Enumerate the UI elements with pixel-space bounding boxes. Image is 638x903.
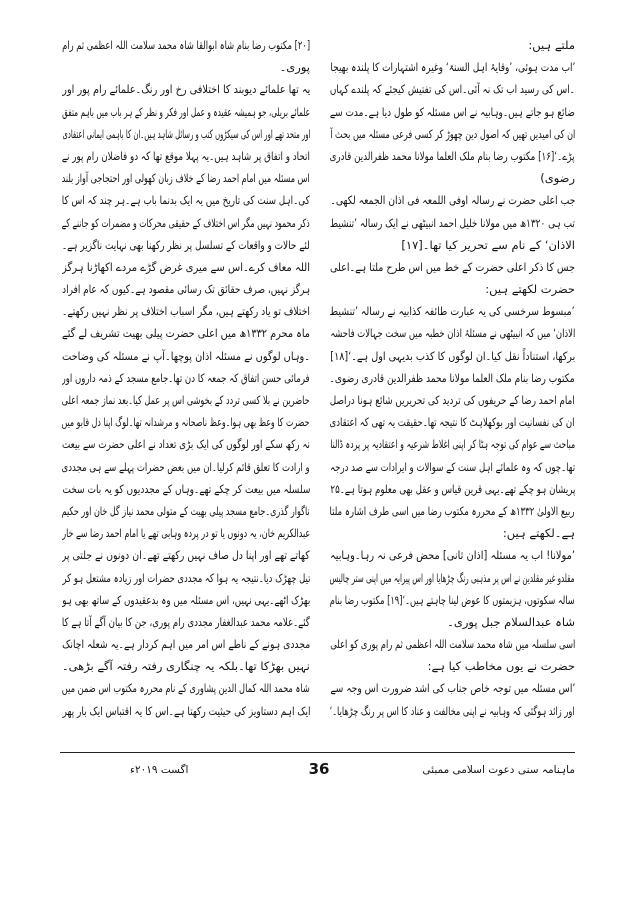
text-line: ربیع الاولیٰ ۱۳۳۲ھ کے محررہ مکتوب رضا میں اسی طرف اشارہ ملتا	[330, 503, 575, 518]
text-line: اس مسئلہ میں امام احمد رضا کے خلاف زبان کھولی اور احتجاجی آواز بلند	[62, 171, 310, 186]
text-line: علمائے بریلی، جو ہمیشہ عقیدہ و عمل اور فکر و نظر کے ہر باب میں باہم متفق	[62, 104, 310, 119]
text-line: سلسلہ میں بیعت کر چکے تھے۔وہاں کے مجددیوں کو یہ بات سخت	[62, 481, 310, 496]
text-line: جس کا ذکر اعلی حضرت کے خط میں اس طرح ملتا ہے۔اعلی	[330, 259, 575, 274]
page-number: 36	[308, 760, 330, 778]
text-line: حضرت کا وعظ بھی ہوا۔وعظ ناصحانہ و مرشدانہ تھا۔لوگ اپنا دل قابو میں	[62, 415, 310, 430]
text-line: اتحاد و اتفاق پر شاہد ہیں۔یہ پہلا موقع تھا کہ دو فاضلان رام پور نے	[62, 148, 310, 163]
text-line: ’اس مسئلہ میں توجہ خاص جناب کی اشد ضرورت اس وجہ سے	[330, 681, 575, 696]
text-line: اور زائد ہوگئی کہ وہابیہ نے اپنی مخالفت و عناد کا اس پر رنگ چڑھایا۔‘	[330, 703, 575, 718]
text-line: نہیں بھڑکا تھا۔بلکہ یہ چنگاری رفتہ رفتہ آگے بڑھی۔	[62, 659, 310, 674]
text-line: حضرت لکھتے ہیں:	[485, 282, 575, 297]
text-line: جب اعلی حضرت نے رسالہ اوفی اللمعہ فی اذان الجمعہ لکھی۔	[330, 193, 575, 208]
text-line: تیل چھڑک دیا۔نتیجہ یہ ہوا کہ مجددی حضرات اور زیادہ مشتعل ہو کر	[62, 570, 310, 585]
text-line: تھا۔چوں کہ وہ علمائے اہل سنت کے سوالات و ایرادات سے صد درجہ	[330, 459, 575, 474]
footer-magazine-name: ماہنامہ سنی دعوت اسلامی ممبئی	[422, 764, 575, 776]
text-line: ایک اہم دستاویز کی حیثیت رکھتا ہے۔اس کا یہ اقتباس ایک بار پھر	[62, 703, 310, 718]
text-line: ضائع ہو جاتے ہیں۔وہابیہ نے اس مسئلہ کو طول دیا ہے۔مدت سے	[330, 104, 575, 119]
text-line: پڑے۔‘[۱۶] مکتوب رضا بنام ملک العلما مولانا محمد ظفرالدین قادری	[330, 148, 575, 163]
text-line: مقلدو غیر مقلدین نے اس پر مذہبی رنگ چڑھایا اور اس پیرایہ میں اپنی ستر چالیس	[330, 570, 575, 585]
text-line: پریشان ہو چکے تھے۔یہی قرین قیاس و عقل بھی معلوم ہوتا ہے۔۲۵	[330, 481, 575, 496]
text-line: ہرگز نہیں، صرف حقائق تک رسائی مقصود ہے۔کیوں کہ عام افراد	[62, 282, 310, 297]
text-line: سالہ سکوتوں، ہزیمتوں کا عوض لینا چاہتے ہیں۔‘[۱۹] مکتوب رضا بنام	[330, 592, 575, 607]
text-line: عبدالکریم خان، یہ دونوں یا تو در پردہ وہابی تھے یا امام احمد رضا سے خار	[62, 526, 310, 541]
text-line: ان کی نفسانیت اور بوکھلاہٹ کا نتیجہ تھا۔حقیقت یہ تھی کہ اعتقادی	[330, 415, 575, 430]
text-line: اختلاف تو یاد رکھتے ہیں، مگر اسباب اختلاف پر نظر نہیں رکھتے۔	[62, 304, 310, 319]
text-line: شاہ عبدالسلام جبل پوری۔	[447, 614, 575, 629]
text-line: ناگوار گذری۔جامع مسجد پیلی بھیت کے متولی محمد نیاز گل خان اور حکیم	[62, 503, 310, 518]
text-line: مجددی ہونے کے ناطے اس امر میں اہم کردار ہے۔یہ شعلہ اچانک	[62, 637, 310, 652]
text-line: ذکر محمود نہیں مگر اس اختلاف کے حقیقی محرکات و مضمرات کو جاننے کے	[62, 215, 310, 230]
text-line: و ارادت کا تعلق قائم کرلیا۔ان میں بعض حضرات پہلے سے ہی مجددی	[62, 459, 310, 474]
left-column	[62, 34, 310, 724]
text-line: نہ رکھ سکے اور لوگوں کی ایک بڑی تعداد نے اعلی حضرت سے بیعت	[62, 437, 310, 452]
text-line: الاذان‘ میں کہ انبیٹھی نے مسئلۂ اذان خطبہ میں سخت جہالات فاحشہ	[330, 326, 575, 341]
text-line: رضوی)	[540, 171, 575, 186]
text-line: ماہ محرم ۱۳۳۲ھ میں اعلی حضرت پیلی بھیت تشریف لے گئے	[62, 326, 310, 341]
text-line: کی۔اہل سنت کی تاریخ میں یہ ایک بدنما باب ہے۔ہر چند کہ اس کا	[62, 193, 310, 208]
text-line: ۔وہاں لوگوں نے مسئلہ اذان پوچھا۔آپ نے مسئلہ کی وضاحت	[62, 348, 310, 363]
text-line: ملتے ہیں:	[528, 38, 575, 52]
text-line: حاضرین نے بلا کسی تردد کے بخوشی اس پر عمل کیا۔بعد نماز جمعہ اعلی	[62, 393, 310, 407]
text-line: کھاتے تھے اور اپنا دل صاف نہیں رکھتے تھے۔ان دونوں نے جلتی پر	[62, 548, 310, 563]
text-line: [۲۰] مکتوب رضا بنام شاہ ابوالقا شاہ محمد سلامت اللہ اعظمی ثم رام	[62, 38, 310, 52]
text-line: اور متحد تھے اور اس کی سیکڑوں کتب و رسائل شاہد ہیں۔ان کا باہمی ایمانی اعتقادی	[62, 126, 310, 141]
text-line: ۔اس کی رسید اب تک نہ آئی۔اس کی تفتیش کیجئے کہ پلندے کہاں	[330, 82, 575, 97]
text-line: الاذان‘ کے نام سے تحریر کیا تھا۔[۱۷]	[401, 237, 575, 252]
text-line: بھڑک اٹھے۔یہی نہیں، اس مسئلہ میں وہ بدعقیدوں کے ساتھ بھی ہو	[62, 592, 310, 607]
text-line: فرمائی حسن اتفاق کہ جمعہ کا دن تھا۔جامع مسجد کے ذمہ داروں اور	[62, 370, 310, 385]
text-line: شاہ محمد اللہ کمال الدین پشاوری کے نام محررہ مکتوب اس ضمن میں	[62, 681, 310, 696]
text-line: حضرت نے یوں مخاطب کیا ہے:	[427, 659, 575, 674]
text-line: ’مبسوط سرخسی کی یہ عبارت طائفہ کذابیہ نے رسالہ ’تنشیط	[330, 304, 575, 319]
text-line: برکھا، استناداً نقل کیا۔ان لوگوں کا کذب بدیہی اول ہے۔‘[۱۸]	[330, 348, 575, 363]
text-line: امام احمد رضا کے حریفوں کی تردید کی تحریریں شائع ہونا دراصل	[330, 393, 575, 407]
text-line: گئے۔علامہ محمد عبدالغفار مجددی رام پوری، جن کا بیان آگے آتا ہے کا	[62, 614, 310, 629]
footer-divider	[60, 752, 575, 753]
text-line: لئے حالات و واقعات کے تسلسل پر نظر رکھنا بھی نہایت ناگزیر ہے۔	[62, 237, 310, 252]
text-line: ’اب مدت ہوئی، ’وقایۂ اہل السنۃ‘ وغیرہ اشتہارات کا پلندہ بھیجا	[330, 60, 575, 75]
issue-date: اگست ۲۰۱۹ء	[130, 764, 189, 776]
text-line: ہے۔لکھتے ہیں:	[502, 526, 575, 541]
text-line: یہ تھا علمائے دیوبند کا اختلافی رخ اور رنگ۔علمائے رام پور اور	[62, 82, 310, 97]
right-column	[330, 34, 575, 724]
text-line: مکتوب رضا بنام ملک العلما مولانا محمد ظفرالدین قادری رضوی۔	[330, 370, 575, 385]
text-line: ’مولانا! اب یہ مسئلہ [اذان ثانی] محض فرعی نہ رہا۔وہابیہ	[330, 548, 575, 563]
text-line: تب ہی ۱۳۲۰ھ میں مولانا خلیل احمد انبیٹھی نے ایک رسالہ ’تنشیط	[330, 215, 575, 230]
text-line: ان کی امیدیں تھیں کہ اصول دین چھوڑ کر کسی فرعی مسئلہ میں بحث آ	[330, 126, 575, 141]
text-line: اللہ معاف کرے۔اس سے میری غرض گڑے مردے اکھاڑنا ہرگز	[62, 259, 310, 274]
text-line: اسی سلسلہ میں شاہ محمد سلامت اللہ اعظمی ثم رام پوری کو اعلی	[330, 637, 575, 652]
text-line: مباحث سے عوام کی توجہ ہٹا کر اپنی اغلاط شرعیہ و اعتقادیہ پر پردہ ڈالنا	[330, 437, 575, 452]
text-line: پوری۔	[279, 60, 310, 75]
